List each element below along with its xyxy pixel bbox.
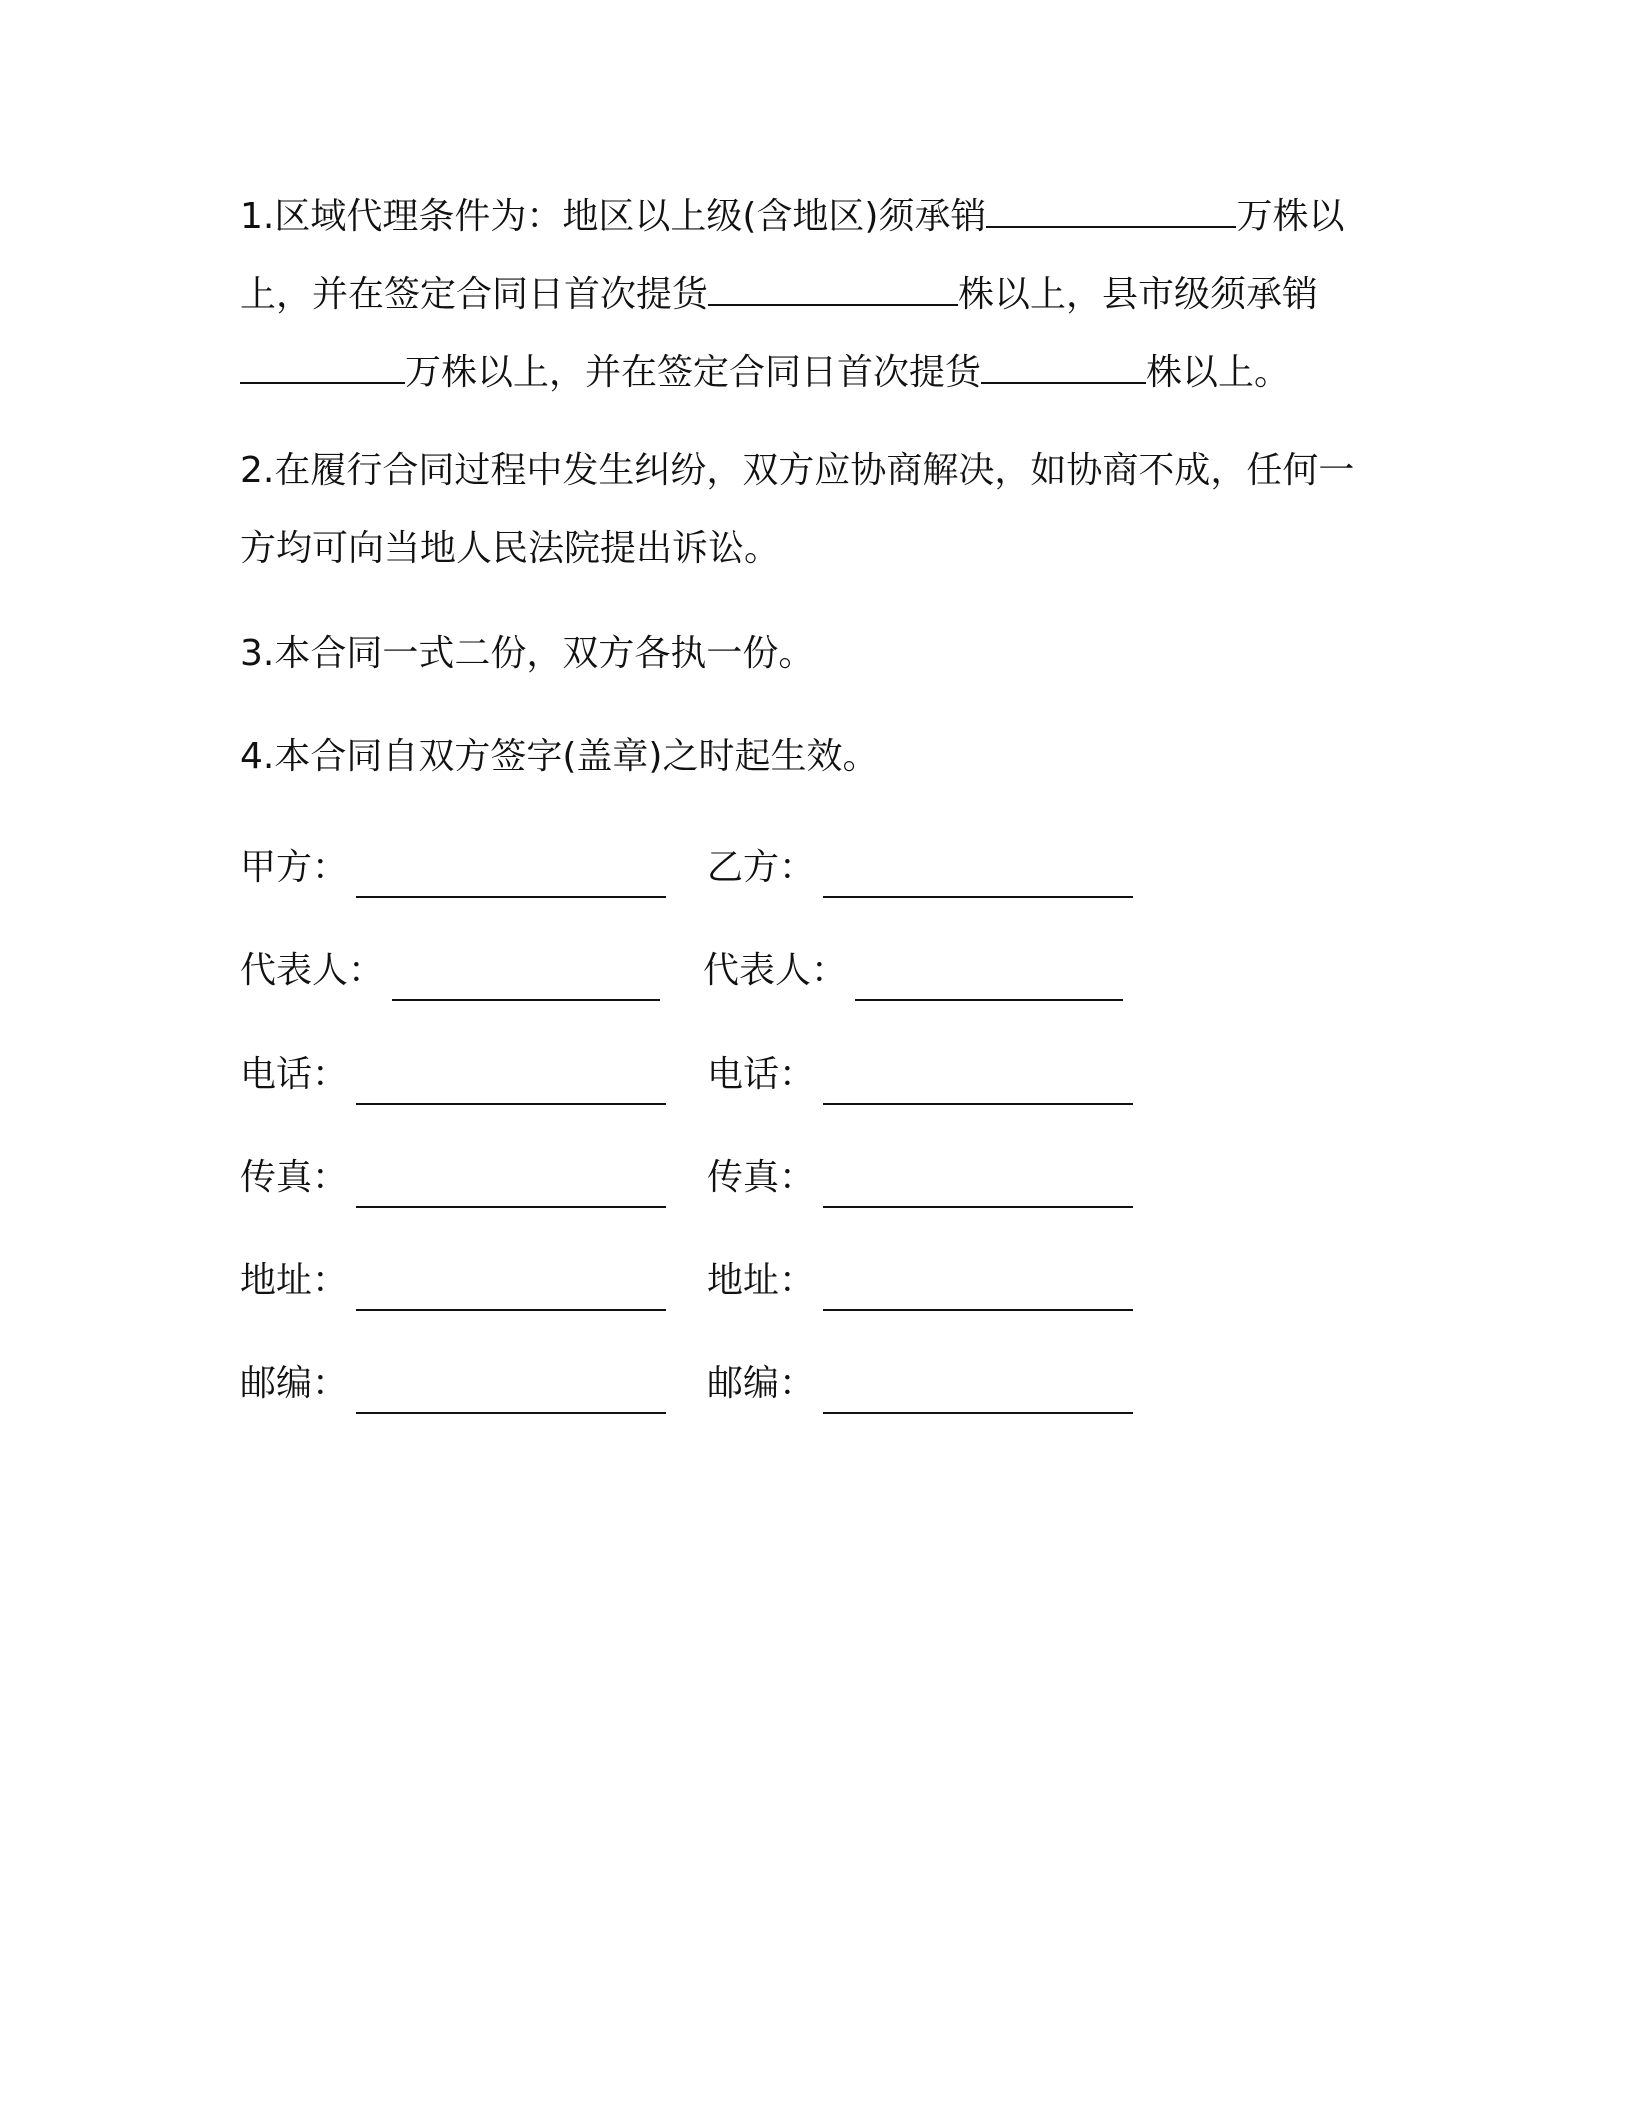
party-a-address-label: 地址： — [240, 1260, 349, 1301]
party-b-postcode-field — [707, 1354, 1133, 1414]
clause-1-text-d: 万株以上，并在签定合同日首次提货 — [405, 352, 982, 393]
party-a-address-line — [356, 1265, 666, 1311]
party-a-line — [356, 852, 666, 898]
party-b-representative-line — [855, 955, 1123, 1001]
clause-1-text-b: 万株以上，并在签定合同日首次提货 — [240, 196, 1345, 315]
blank-county-first-order — [981, 356, 1146, 384]
party-a-fax-label: 传真： — [240, 1157, 349, 1198]
party-b-phone-field — [707, 1045, 1133, 1105]
party-a-representative-line — [392, 955, 660, 1001]
clause-3: 3.本合同一式二份，双方各执一份。 — [240, 633, 815, 674]
party-a-label: 甲方： — [240, 847, 349, 888]
party-a-postcode-label: 邮编： — [240, 1363, 349, 1404]
party-b-field — [707, 838, 1133, 898]
clause-1-text-e: 株以上。 — [1146, 352, 1291, 393]
party-b-fax-field — [707, 1148, 1133, 1208]
party-b-fax-line — [823, 1162, 1133, 1208]
party-a-postcode-field — [240, 1354, 666, 1414]
party-b-phone-line — [823, 1059, 1133, 1105]
party-a-phone-field — [240, 1045, 666, 1105]
party-a-phone-label: 电话： — [240, 1054, 349, 1095]
party-b-address-label: 地址： — [707, 1260, 816, 1301]
party-b-label: 乙方： — [707, 847, 816, 888]
clause-1 — [240, 178, 1370, 412]
blank-region-first-order — [708, 278, 958, 306]
party-b-address-line — [823, 1265, 1133, 1311]
clause-4: 4.本合同自双方签字(盖章)之时起生效。 — [240, 736, 879, 777]
blank-county-quantity — [240, 356, 405, 384]
party-b-line — [823, 852, 1133, 898]
party-b-postcode-label: 邮编： — [707, 1363, 816, 1404]
party-a-phone-line — [356, 1059, 666, 1105]
clause-1-text-c: 株以上，县市级须承销 — [958, 274, 1319, 315]
party-a-fax-field — [240, 1148, 666, 1208]
clause-2: 2.在履行合同过程中发生纠纷，双方应协商解决，如协商不成，任何一方均可向当地人民法院提出诉讼。 — [240, 450, 1355, 569]
party-b-representative-label: 代表人： — [703, 950, 848, 991]
party-a-fax-line — [356, 1162, 666, 1208]
party-a-representative-field — [240, 941, 660, 1001]
party-b-fax-label: 传真： — [707, 1157, 816, 1198]
party-a-representative-label: 代表人： — [240, 950, 385, 991]
blank-region-quantity — [986, 200, 1236, 228]
party-a-address-field — [240, 1251, 666, 1311]
party-b-phone-label: 电话： — [707, 1054, 816, 1095]
party-b-address-field — [707, 1251, 1133, 1311]
party-b-postcode-line — [823, 1368, 1133, 1414]
party-a-field — [240, 838, 666, 898]
clause-1-text-a: 1.区域代理条件为：地区以上级(含地区)须承销 — [240, 196, 987, 237]
party-a-postcode-line — [356, 1368, 666, 1414]
party-b-representative-field — [703, 941, 1123, 1001]
